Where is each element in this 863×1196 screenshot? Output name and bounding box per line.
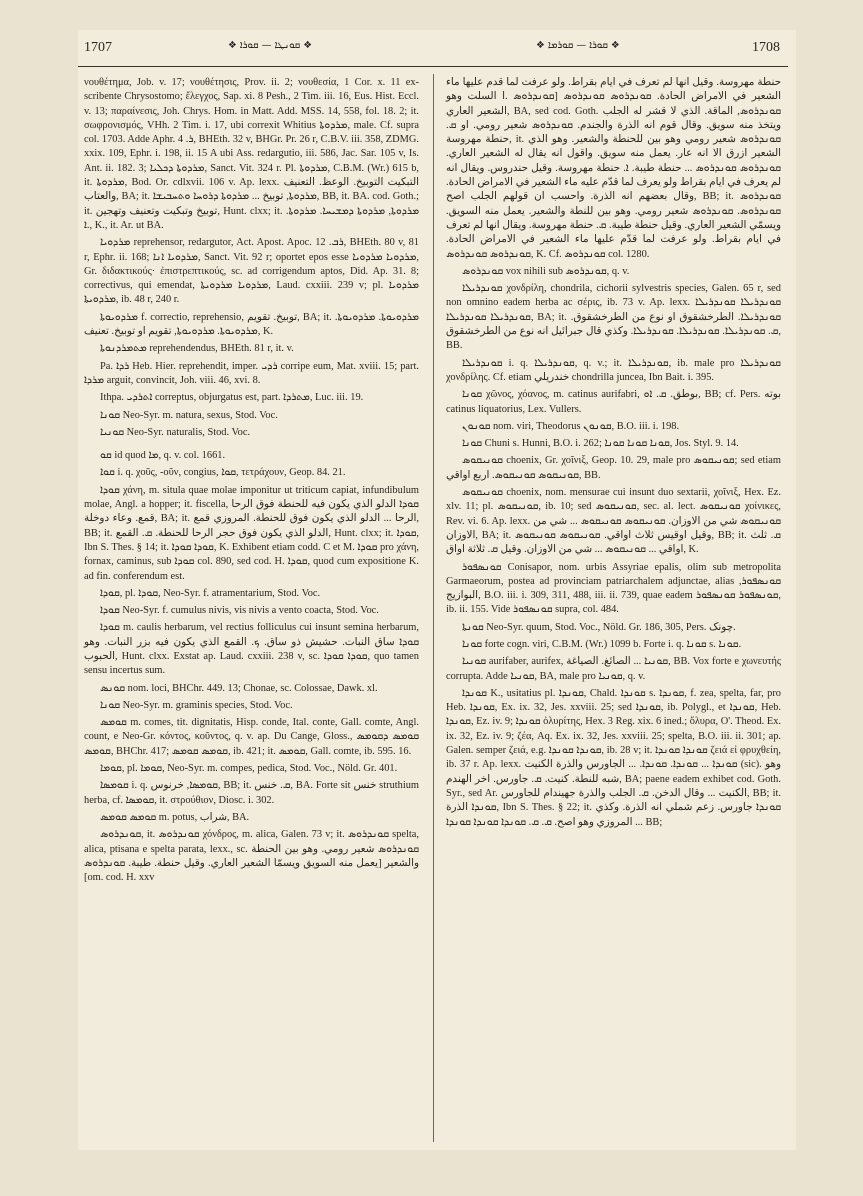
entry: ܩܘܢܝܐ aurifaber, aurifex, ܩܘܢܝܐ ... الصائغ. الصياغة, BB. Vox forte e χωνευτής corrupta. Adde ܩܘܢܝܐ, BA, male pro ܩܘܢܝܐ, q. v. xyxy=(446,656,781,682)
entry: ܩܘܢܕܪܘܣ vox nihili sub ܩܘܢܕܪܘܣ, q. v. xyxy=(462,265,630,277)
entry: Ithpa. ܐܬܪܕܝ correptus, objurgatus est, part. ܡܬܪܕܐ, Luc. iii. 19. xyxy=(100,392,364,404)
entry: ܩܘܢܝܩܘܣ choenix, nom. mensurae cui insunt duo sextarii, χοῖνιξ, Hex. Ez. xlv. 11; pl. ܩܘܢܝܩܘܣ, ib. 10; sed ܩܘܢܝܩܘܣ, sec. al. lect. ܩܘܢܝܩܘܣ χοίνικες, Rev. vi. 6. Ap. lexx. ܩܘܢܝܩܘܣ شي من الاوزان. ܩܘܢܝܩܘܣ ܩܘܢܝܩܘܣ ... شي من الاوزان, BA; it. وقيل اوقيس ثلاث اواقي. ܩܘܢܝܩܘܣ ܩܘܢܝܩܘܣ, BB; it. ܩ. ثلث اواقي ... ܩܘܢܝܩܘܣ ... شي من الاوزان. وقيل ܩ. ثلاثة اواق, K. xyxy=(446,487,782,556)
entry: ܩܘܡܐ, pl. ܩܘܡܐ, Neo-Syr. m. compes, pedica, Stod. Voc., Nöld. Gr. 401. xyxy=(100,763,398,775)
entry: ܩܘܢܕܪܝܠܐ i. q. ܩܘܢܕܪܝܠܐ, q. v.; it. ܩܘܢܕܪܝܠܐ, ib. male pro ܩܘܢܕܪܝܠܐ χονδρίλης. Cf. etiam خندريلي chondrilla juncea, Ibn Bait. i. 395. xyxy=(446,357,781,383)
header-rule xyxy=(78,66,788,67)
entry: ܩܘܢܕܐ K., usitatius pl. ܩܘܢܕܐ, Chald. ܩܘܢܕܐ s. ܩܘܢܕܐ, f. zea, spelta, far, pro Heb. ܩܘܢܕܐ, Ex. ix. 32, Jes. xxviii. 25; sed ܩܘܢܕܐ, ib. Polygl., et ܩܘܢܕܐ, Heb. ܩܘܢܕܐ, Ez. iv. 9; ܩܘܢܕܐ ὀλυρίτης, Hex. 3 Reg. xix. 6 ined.; ὄλυρα, O'. Theod. Ex. ix. 32, Ez. iv. 9; ζέα, Aq. Ex. ix. 32, Jes. xxviii. 25; spelta, B.O. iii. ii. 301; ap. Galen. semper ζειά, e.g. ܩܘܢܕܐ ܩܘܢܕܐ, ib. 28 v; it. ܩܘܢܕܐ ܩܘܢܕܐ ζειά εἰ φρυχθείη, ib. 37 r. Ap. lexx. ܩܘܢܕܐ ... ܩܘܢܕܐ. ܩܘܢܕܐ. ... الجاورس والذرة الكنيت (sic). وهو شبه للنطة. كنيت. ܩ. جاورس. اخر الهندم, BA; paene eadem exhibet cod. Goth. Syr., sed Ar. الكنيت ... وقال الدخن. ܩ. الجلب والذرة جهيندام للجاورس, BB; it. ܩܘܢܕܐ الذرة, Ibn S. Thes. § 22; it. ܩܘܢܕܐ جاورس. زعم شملي انه الذرة. وكذي المروزي وهو اصح. ܩ. ܩ. ܩܘܢܕܐ ܩܘܢܕܐ ܩܘܢܕܐ ... BB; xyxy=(446,687,782,828)
entry: Pa. ܪܕܐ Heb. Hier. reprehendit, imper. ܪܕܝ corripe eum, Mat. xviii. 15; part. ܡܪܕܐ arguit, convincit, Joh. viii. 46, xvi. 8. xyxy=(84,360,419,386)
entry: حنطة مهروسة. وقيل انها لم تعرف في ايام بقراط. ولو عرفت لما قدم عليها ماء الشعير في الامراض الحادة. ܩܘܢܕܪܘܣ ܩܘܢܕܪܘܣ [ܩܘܢܕܪܘܣ .ا السلت وهو الشعير العاري, BA, sed cod. Goth. ܩܘܢܕܪܘܣ, الماقة. الذي لا قشر له الجلب ويتخذ منه سويق. وقال قوم انه الذرة والجندم. ܩܘܢܕܪܘܣ شعير رومي. او ܩ. حنطة مهروسة, it. ܩܘܢܕܪܘܣ شعير رومي وهو بين للحنطة والشعير. وهو الذي الشعير ازرق الا انه عار. يعمل منه سويق. واقول انه يقال له الشعير العاري. ܩܘܢܕܪܘܣ ܩܘܢܕܪܘܣ ... حنطة طيبة. ܐ. حنطة مهروسة. وقيل حندروس. ويقال انه لم يعرف في ايام بقراط ولو يعرف لما قدّم عليه ماء الشعير في الامراض الحادة. وقال بعضهم انه الذرة. واحسب ان قولهم الجلب اصح, BB; it. ܩܘܢܕܪܘܣ ܩܘܢܕܪܘܣ. ܩܘܢܕܪܘܣ شعير رومي. وهو بين للنطة والشعير. يعمل منه السويق. ويسمّي الشعير العاري. وقيل حنطة طيبة. ܩ. حنطة مهروسة. ويقال انها لم تعرف في ايام بقراط. ولو عرفت لما قدّم عليها ماء الشعير في الامراض الحادة. ܩܘܢܕܪܘܣ ܩܘܢܕܪܘܣ, K. Cf. ܩܘܢܕܪܘܣ col. 1280. xyxy=(446,77,781,260)
column-divider xyxy=(433,74,434,1142)
entry: ܩܘܢܣܦܘܪ Conisapor, nom. urbis Assyriae epalis, olim sub metropolita Garmaeorum, postea ad provinciam patriarchalem adjunctae, alias ܩܘܢܣܦܘܪ, البوازيج, B.O. iii. i. 309, 311, 488, iii. ii. 739, quae eadem ܩܘܢܣܦܘܪ ܩܘܢܣܦܘܪ, ib. ii. 155. Vide ܩܘܢܣܦܘܪ supra, col. 484. xyxy=(446,561,781,616)
entry: ܩܘܢܐ Chuni s. Hunni, B.O. i. 262; ܩܘܢܐ ܩܘܢܐ ܩܘܢܐ, Jos. Styl. 9. 14. xyxy=(462,438,739,450)
running-head-left: ❖ ܩܘܢܛܐ — ܩܘܪܐ ❖ xyxy=(228,40,313,51)
entry: ܩܘܡܣ ܩܘܡܣ m. potus, شراب, BA. xyxy=(100,811,250,823)
entry: ܩܘܢܘܢ nom. viri, Theodorus ܩܘܢܘܢ, B.O. iii. i. 198. xyxy=(462,420,680,432)
entry: ܩܘܐ i. q. χοῦς, -οῦν, congius, ܩܘܐ, τετράχουν, Geop. 84. 21. xyxy=(100,467,346,479)
left-column xyxy=(84,76,419,888)
entry: ܩܘܢܐ Neo-Syr. m. graminis species, Stod. Voc. xyxy=(100,699,293,711)
entry: ܩܘܕܐ, pl. ܩܘܕܐ, Neo-Syr. f. atramentarium, Stod. Voc. xyxy=(100,587,321,599)
running-head-right: ❖ ܩܘܪܐ — ܩܘܪܡܐ ❖ xyxy=(536,40,620,51)
entry: ܩܘܢܝܩܘܣ choenix, Gr. χοῖνιξ, Geop. 10. 29, male pro ܩܘܢܝܩܘܣ; sed etiam ܩܘܢܝܩܘܣ ܩܘܢܝܩܘܣ. اربع اواقي, BB. xyxy=(446,455,782,481)
page-header xyxy=(78,40,796,60)
entry: ܩܘܢܝܐ Neo-Syr. naturalis, Stod. Voc. xyxy=(100,426,251,438)
entry: ܡܬܡܪܕܢܘܬܐ reprehendendus, BHEth. 81 r, it. v. xyxy=(100,343,294,355)
entry: ܩܘܕܐ Neo-Syr. f. cumulus nivis, vis nivis a vento coacta, Stod. Voc. xyxy=(100,605,379,617)
entry: ܩܘܢܣ nom. loci, BHChr. 449. 13; Chonae, sc. Colossae, Dawk. xl. xyxy=(100,682,378,694)
dictionary-page xyxy=(78,30,796,1150)
entry: ܩܘܢܐ forte cogn. viri, C.B.M. (Wr.) 1099 b. Forte i. q. ܩܘܢܐ s. ܩܘܢܐ. xyxy=(462,638,742,650)
entry: νουθέτημα, Job. v. 17; νουθέτησις, Prov. ii. 2; νουθεσία, 1 Cor. x. 11 ex-scribente Chrysostomo; ἔλεγχος, Sap. xi. 8 Pesh., 2 Tim. iii. 16, Eus. Hist. Eccl. v. 13; παραίνεσις, Joh. Chrys. Hom. in Matt. Add. MSS. 14, 558, fol. 18. 2; it. σωφρονισμός, VHh. 2 Tim. i. 17, ubi correxit Whitius ܡܪܕܘܬܐ, male. Cf. supra col. 1703. Adde Aphr. ܪ. 4, BHEth. 32 v, BHGr. Pr. 26 r, C.B.V. iii. 358, ZDMG. xxix. 109, Ephr. i. 198, ii. 15 A ubi Ass. redargutio, iii. 586, Jac. Sar. 105 v, Is. Ant. ii. 182. 3; ܡܪܕܘܬܐ ܕܟܠܝܐ, Sanct. Vit. 324 r. Pl. ܡܪܕܘܬܐ, C.B.M. (Wr.) 615 b, it. ܡܪܕܘܬܐ, Bod. Or. cdlxvii. 106 v. Ap. lexx. التبكيت التوبيخ. الوعظ. التعنيف والعتاب, BA; it. ܡܪܕܘܬܐ, توبيخ ... ܡܪܕܘܬܐ ܕܪܘܚܐ ܘܬܚܒܝܫܐ, BB, it. BA. cod. Goth.; it. توبيخ وتبكيت وتعنيف وتهجين, Hunt. clxx; it. ܡܪܕܘܬܐ, ܡܪܕܘܬܐ ܕܡܫܝܚܐ. ܡܪܕܘܬܐ. ܐ., K., it. Ar. ut BA. xyxy=(84,77,420,231)
entry: ܩܘܢܐ χῶνος, χόανος, m. catinus aurifabri, بوطق. ܩ. ܐܘ, BB; cf. Pers. بوته catinus liquatorius, Lex. Vullers. xyxy=(446,389,781,415)
entry: ܩܘܢܕܪܝܠܐ χονδρίλη, chondrila, cichorii sylvestris species, Galen. 65 r, sed non omnino eadem herba ac σέρις, ib. 73 v. Ap. lexx. ܩܘܢܕܪܝܠܐ ܩܘܢܕܪܝܠܐ ܩܘܢܕܪܝܠܐ ܩܘܢܕܪܝܠܐ, BA; it. ܩܘܢܕܪܝܠܐ. الطرخشقوق او نوع من الطرخشقوق. ܩ. ܩܘܢܕܪܝܠܐ. ܩܘܢܕܪܝܠܐ. ܩܘܢܕܪܝܠܐ. وكذي قال جبرائيل انه نوع من الطرخشقوق, BB. xyxy=(446,283,781,352)
page-number-left: 1707 xyxy=(84,40,112,55)
entry: ܡܪܕܘܝܘܬܐ f. correctio, reprehensio, توبيخ. تقويم, BA; it. ܡܪܕܘܝܘܬܐ. ܡܪܕܘܝܘܬܐ. ܡܪܕܘܝܘܬܐ. ܡܪܕܘܝܘܬܐ, تقويم او توبيخ. تعنيف, K. xyxy=(84,311,419,338)
right-column xyxy=(446,76,781,833)
entry: ܩܘ id quod ܡܐ, q. v. col. 1661. xyxy=(100,450,226,462)
entry: ܩܘܡܣܐ i. q. ܩܘܡܣܐ, خرنوس, BB; it. ܩ. خنس, BA. Forte sit خنس struthium herba, cf. ܩܘܡܣܐ, it. στρούθιον, Diosc. i. 302. xyxy=(84,780,420,806)
entry: ܩܘܢܬܐ Neo-Syr. quum, Stod. Voc., Nöld. Gr. 186, 305, Pers. چونک. xyxy=(462,621,736,633)
entry: ܩܘܡܣ m. comes, tit. dignitatis, Hisp. conde, Ital. conte, Gall. comte, Angl. count, e Neo-Gr. κόντος, κοῦντος, q. v. ap. Du Cange, Gloss., ܩܘܡܣ ܕܩܘܡܣ ܩܘܡܣ, BHChr. 417; ܩܘܡܣ ܩܘܡܣ, ib. 421; it. ܩܘܡܣ, Gall. comte, ib. 595. 16. xyxy=(84,717,420,757)
entry: ܩܘܢܐ Neo-Syr. m. natura, sexus, Stod. Voc. xyxy=(100,409,278,421)
entry: ܡܪܕܘܝܐ reprehensor, redargutor, Act. Apost. Apoc. ܪܒ. 12, BHEth. 80 v, 81 r, Ephr. ii. 168; ܡܪܕܘܝܐ ܐܢܐ, Sanct. Vit. 92 r; oportet epos esse ܡܪܕܘܝܐ ܡܪܕܘܝܐ, Gr. διδακτικούς· ἐπιστρεπτικούς, sc. ad corrigendum aptos, Did. Ap. 31. 8; correctivus, qui emendat, ܡܪܕܘܝܐ ܡܪܕܘܝܬܐ, Laud. cxxiii. 239 v; pl. ܡܪܕܘܝܐ ܡܪܕܘܝܬܐ, ib. 48 r, 240 r. xyxy=(84,237,420,306)
entry: ܩܘܕܐ m. caulis herbarum, vel rectius folliculus cui insunt semina herbarum, ܩܘܕܐ ساق النبات. حشيش ذو ساق. ܟ. القمع الذي يكون فيه بزر النبات. وهو الحبوب, Hunt. clxx. Exstat ap. Laud. cxxiii. 238 v, sc. ܩܘܕܐ ܩܘܕܐ, quo tamen sensu incertus sum. xyxy=(84,622,419,677)
entry: ܩܘܕܐ χάνη, m. situla quae molae imponitur ut triticum capiat, infundibulum molae, Angl. a hopper; it. fiscella, ܩܘܕܐ الدلو الذي يكون فيه للحنطة فوق الرحا قمع. وعاء دوخلة, BA; it. الرحا ... الدلو الذي يكون فوق للحنطة. المروزي قمع, BB; it. الدلو الذي يكون فوق حجر الرحا للحنطة. ܩ. القمع, Hunt. clxx; it. ܩܘܕܐ, Ibn S. Thes. § 14; it. ܩܘܕܐ ܩܘܕܐ, K. Exhibent etiam codd. C et M. ܩܘܕܐ pro χάνη, fornax, caminus, sub ܩܘܕܐ col. 890, sed cod. H. ܩܘܕܐ, quod cum expositione K. ad fin. conferendum est. xyxy=(84,484,420,582)
entry: ܩܘܢܕܪܘܣ, it. ܩܘܢܕܪܘܣ χόνδρος, m. alica, Galen. 73 v; it. ܩܘܢܕܪܘܣ spelta, alica, ptisana e spelta parata, lexx., sc. ܩܘܢܕܪܘܣ شعير رومي. وهو بين الحنطة والشعير [يعمل منه السويق ويسمّا الشعير العاري. وقيل حنطة. طيبة. ܩܘܢܕܪܘܣ [om. cod. H. xxv xyxy=(84,829,419,884)
page-number-right: 1708 xyxy=(752,40,780,55)
